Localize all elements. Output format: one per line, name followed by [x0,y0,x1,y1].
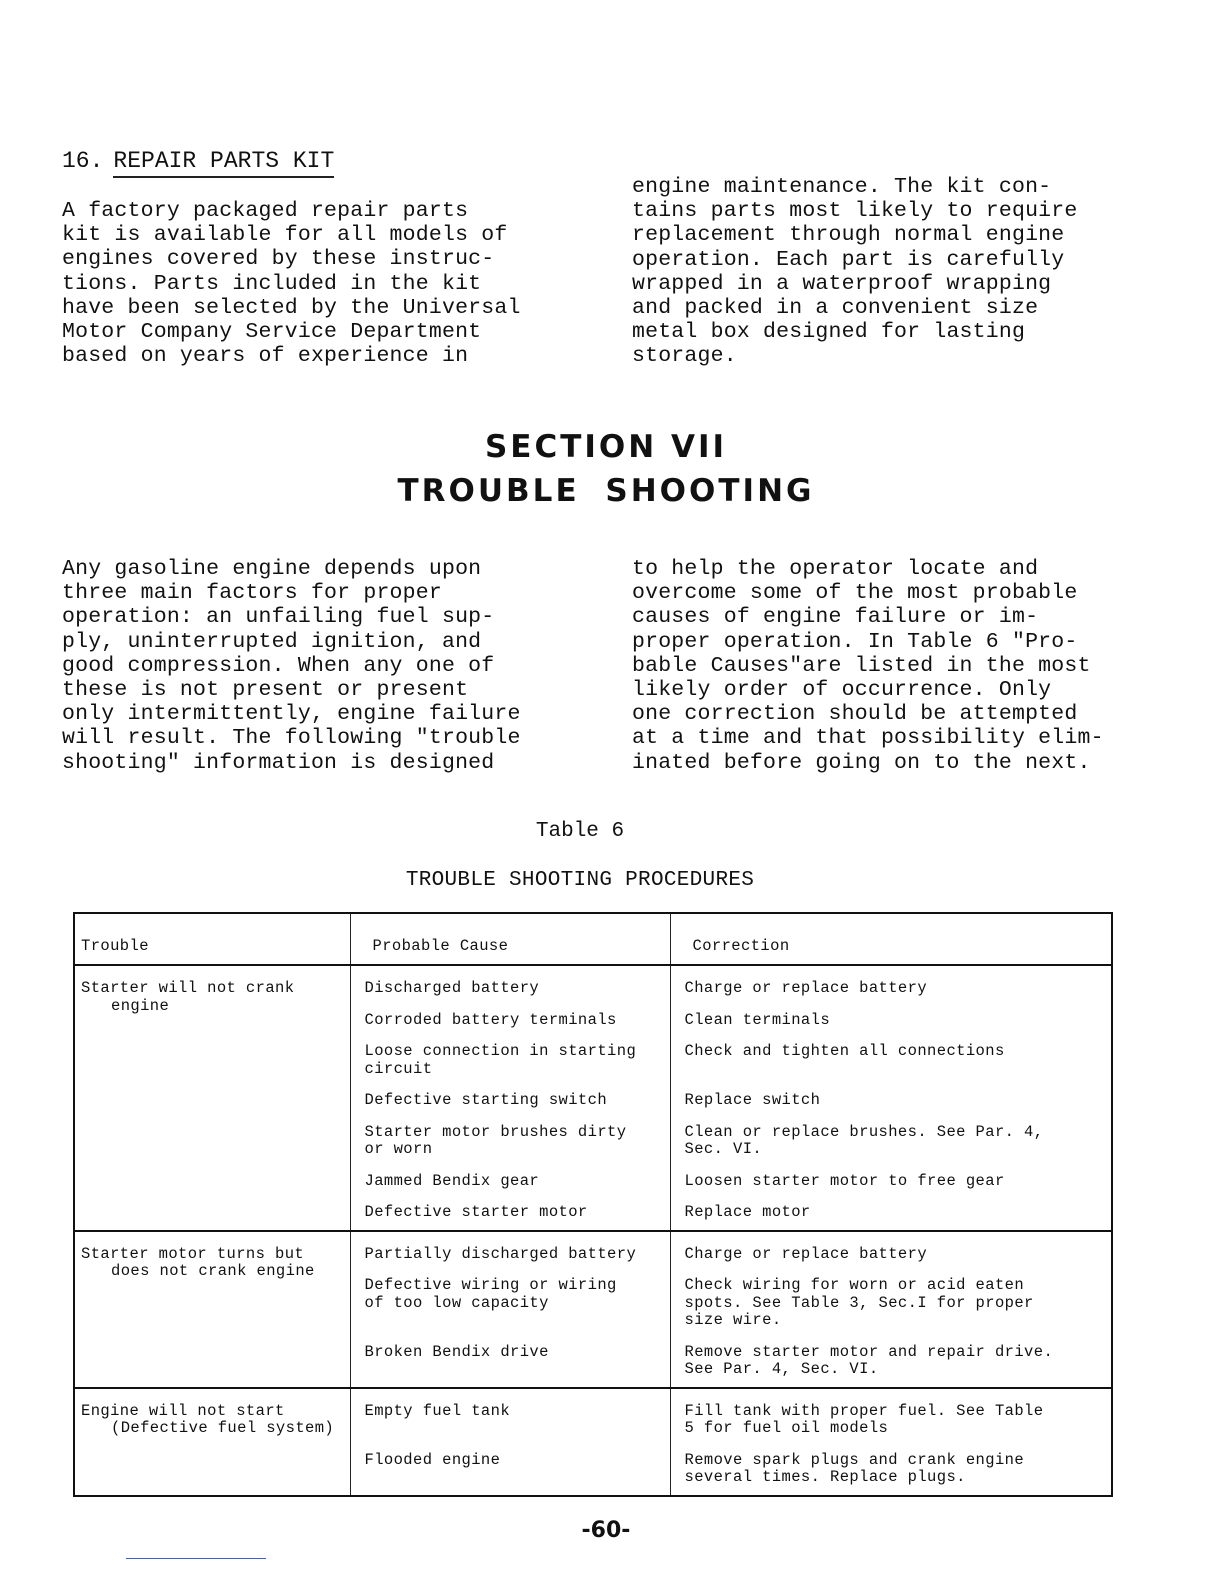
table-header-row [74,913,1112,965]
footer-rule [126,1558,266,1559]
kit-text-left-column [62,199,558,368]
text-line: metal box designed for lasting [632,320,1026,345]
text-line: three main factors for proper [62,581,442,606]
trouble-text: Starter will not crank engine [81,979,295,1015]
text-line: and packed in a convenient size [632,296,1039,321]
probable-cause-entry: Defective wiring or wiring of too low capacity [364,1276,617,1312]
trouble-shooting-table [73,912,1113,1497]
text-line: wrapped in a waterproof wrapping [632,271,1052,296]
text-line: overcome some of the most probable [632,581,1078,606]
text-line: likely order of occurrence. Only [632,678,1052,703]
table-row [74,1388,1112,1496]
correction-entry: Remove starter motor and repair drive. See Par. 4, Sec. VI. [684,1342,1054,1378]
text-line: bable Causes"are listed in the most [632,653,1091,678]
correction-cell [670,1231,1112,1388]
correction-entry: Check and tighten all connections [684,1042,1005,1060]
text-line: tions. Parts included in the kit [62,271,482,296]
kit-heading [62,146,334,176]
correction-entry: Loosen starter motor to free gear [684,1171,1005,1190]
text-line: engines covered by these instruc- [62,247,495,272]
correction-cell [670,1388,1112,1496]
text-line: only intermittently, engine failure [62,702,521,727]
correction-entry: Remove spark plugs and crank engine several times. Replace plugs. [684,1450,1025,1486]
trouble-cell [74,1231,350,1388]
correction-cell [670,965,1112,1231]
text-line: shooting" information is designed [62,750,495,775]
table-row [74,965,1112,1231]
probable-cause-entry: Empty fuel tank [364,1401,511,1420]
text-line: to help the operator locate and [632,557,1039,581]
probable-cause-entry: Flooded engine [364,1450,501,1469]
probable-cause-entry: Defective starting switch [364,1091,608,1109]
header-correction: Correction [670,913,1112,965]
header-trouble: Trouble [74,913,350,965]
probable-cause-entry: Discharged battery [364,979,540,997]
probable-cause-entry: Broken Bendix drive [364,1342,549,1361]
trouble-text: Starter motor turns but does not crank engine [81,1244,315,1280]
correction-entry: Fill tank with proper fuel. See Table 5 for fuel oil models [684,1401,1044,1437]
intro-text-right-column [632,557,1127,775]
section-title: TROUBLE SHOOTING [397,473,815,509]
text-line: storage. [632,344,737,369]
correction-entry: Charge or replace battery [684,1244,928,1263]
text-line: ply, uninterrupted ignition, and [62,629,482,654]
text-line: operation. Each part is carefully [632,247,1065,272]
trouble-text: Engine will not start (Defective fuel system) [81,1401,335,1437]
table-title: TROUBLE SHOOTING PROCEDURES [405,869,755,892]
text-line: at a time and that possibility elim- [632,726,1104,751]
text-line: causes of engine failure or im- [632,605,1039,630]
kit-heading-title: REPAIR PARTS KIT [113,148,334,178]
text-line: these is not present or present [62,678,469,703]
paragraph-number: 16. [62,148,104,174]
text-line: kit is available for all models of [62,223,508,248]
probable-cause-entry: Jammed Bendix gear [364,1171,540,1190]
table-body [74,965,1112,1496]
correction-entry: Clean terminals [684,1010,831,1029]
text-line: tains parts most likely to require [632,199,1078,224]
probable-cause-entry: Partially discharged battery [364,1244,637,1263]
correction-entry: Replace motor [684,1203,811,1221]
probable-cause-cell [350,1388,670,1496]
text-line: based on years of experience in [62,344,469,369]
text-line: proper operation. In Table 6 "Pro- [632,629,1078,654]
section-number: SECTION VII [484,429,728,465]
kit-text-right-column [632,175,1127,369]
table-label: Table 6 [535,820,625,843]
probable-cause-entry: Defective starter motor [364,1203,588,1221]
text-line: one correction should be attempted [632,702,1078,727]
text-line: A factory packaged repair parts [62,199,469,223]
page-number: -60- [581,1518,631,1543]
text-line: engine maintenance. The kit con- [632,175,1052,199]
text-line: replacement through normal engine [632,223,1065,248]
correction-entry: Charge or replace battery [684,979,928,997]
text-line: will result. The following "trouble [62,726,521,751]
table-row [74,1231,1112,1388]
text-line: operation: an unfailing fuel sup- [62,605,495,630]
text-line: Motor Company Service Department [62,320,482,345]
text-line: Any gasoline engine depends upon [62,557,482,581]
probable-cause-cell [350,1231,670,1388]
probable-cause-entry: Starter motor brushes dirty or worn [364,1122,627,1158]
text-line: have been selected by the Universal [62,295,521,320]
trouble-cell [74,1388,350,1496]
correction-entry: Check wiring for worn or acid eaten spots. See Table 3, Sec.I for proper size wire. [684,1276,1034,1329]
text-line: good compression. When any one of [62,653,495,678]
correction-entry: Clean or replace brushes. See Par. 4, Sec. VI. [684,1122,1044,1158]
probable-cause-entry: Corroded battery terminals [364,1010,617,1029]
probable-cause-cell [350,965,670,1231]
header-probable-cause: Probable Cause [350,913,670,965]
probable-cause-entry: Loose connection in starting circuit [364,1042,637,1078]
correction-entry: Replace switch [684,1091,821,1109]
trouble-cell [74,965,350,1231]
text-line: inated before going on to the next. [632,750,1091,775]
intro-text-left-column [62,557,558,775]
